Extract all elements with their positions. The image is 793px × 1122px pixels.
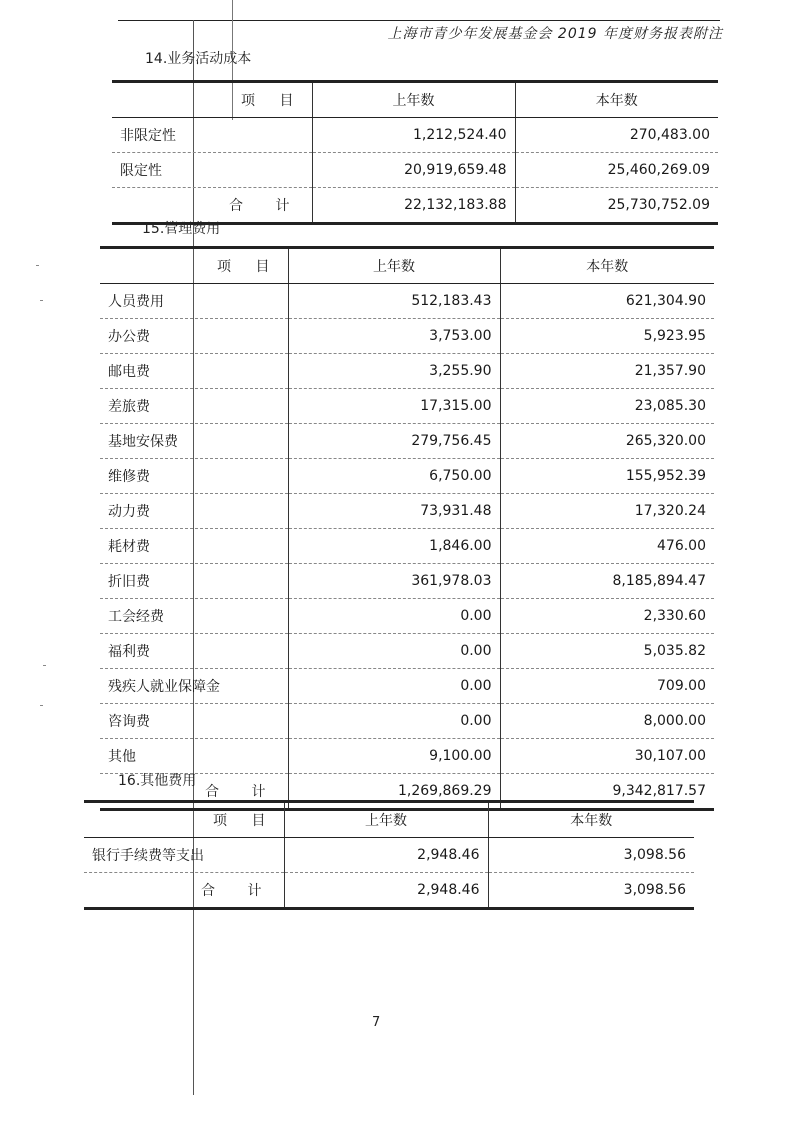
table-row (112, 153, 718, 188)
current-year-value: 8,185,894.47 (500, 564, 714, 599)
current-year-value: 621,304.90 (500, 284, 714, 319)
item-label: 合 计 (112, 188, 312, 224)
item-label: 其他 (100, 739, 288, 774)
item-label: 办公费 (100, 319, 288, 354)
previous-year-value: 1,269,869.29 (288, 774, 500, 810)
item-label: 非限定性 (112, 118, 312, 153)
item-label: 维修费 (100, 459, 288, 494)
table-row (100, 669, 714, 704)
column-header-item: 项 目 (112, 82, 312, 118)
current-year-value: 3,098.56 (488, 838, 694, 873)
table-row (100, 424, 714, 459)
previous-year-value: 3,753.00 (288, 319, 500, 354)
scan-mark (40, 300, 43, 301)
table-row (100, 599, 714, 634)
header-rule (118, 20, 720, 21)
column-header-curr: 本年数 (488, 802, 694, 838)
column-header-curr: 本年数 (500, 248, 714, 284)
current-year-value: 17,320.24 (500, 494, 714, 529)
scan-mark (36, 265, 39, 266)
table-row (112, 118, 718, 153)
previous-year-value: 0.00 (288, 669, 500, 704)
item-label: 动力费 (100, 494, 288, 529)
item-label: 人员费用 (100, 284, 288, 319)
column-header-item: 项 目 (100, 248, 288, 284)
current-year-value: 3,098.56 (488, 873, 694, 909)
table-header-row (84, 802, 694, 838)
scan-mark (40, 705, 43, 706)
table-row (100, 634, 714, 669)
current-year-value: 270,483.00 (515, 118, 718, 153)
item-label: 邮电费 (100, 354, 288, 389)
current-year-value: 25,460,269.09 (515, 153, 718, 188)
current-year-value: 265,320.00 (500, 424, 714, 459)
current-year-value: 5,035.82 (500, 634, 714, 669)
table-row (100, 284, 714, 319)
section-title: 16.其他费用 (118, 773, 197, 789)
item-label: 基地安保费 (100, 424, 288, 459)
current-year-value: 30,107.00 (500, 739, 714, 774)
previous-year-value: 2,948.46 (284, 838, 488, 873)
column-header-prev: 上年数 (312, 82, 515, 118)
table-row (100, 459, 714, 494)
current-year-value: 476.00 (500, 529, 714, 564)
item-label: 差旅费 (100, 389, 288, 424)
current-year-value: 155,952.39 (500, 459, 714, 494)
table-row (100, 564, 714, 599)
activity-cost-table (112, 80, 718, 225)
table-row (100, 529, 714, 564)
other-expense-table (84, 800, 694, 910)
previous-year-value: 512,183.43 (288, 284, 500, 319)
item-label: 残疾人就业保障金 (100, 669, 288, 704)
column-header-item: 项 目 (84, 802, 284, 838)
current-year-value: 23,085.30 (500, 389, 714, 424)
item-label: 合 计 (84, 873, 284, 909)
item-label: 折旧费 (100, 564, 288, 599)
section-title: 15.管理费用 (142, 221, 221, 237)
item-label: 耗材费 (100, 529, 288, 564)
column-header-prev: 上年数 (288, 248, 500, 284)
table-row (100, 319, 714, 354)
table-row (100, 739, 714, 774)
current-year-value: 9,342,817.57 (500, 774, 714, 810)
previous-year-value: 3,255.90 (288, 354, 500, 389)
previous-year-value: 73,931.48 (288, 494, 500, 529)
previous-year-value: 279,756.45 (288, 424, 500, 459)
previous-year-value: 0.00 (288, 599, 500, 634)
current-year-value: 8,000.00 (500, 704, 714, 739)
current-year-value: 5,923.95 (500, 319, 714, 354)
previous-year-value: 9,100.00 (288, 739, 500, 774)
previous-year-value: 1,212,524.40 (312, 118, 515, 153)
admin-expense-table (100, 246, 714, 811)
previous-year-value: 22,132,183.88 (312, 188, 515, 224)
table-header-row (100, 248, 714, 284)
previous-year-value: 6,750.00 (288, 459, 500, 494)
table-header-row (112, 82, 718, 118)
previous-year-value: 17,315.00 (288, 389, 500, 424)
item-label: 限定性 (112, 153, 312, 188)
item-label: 工会经费 (100, 599, 288, 634)
table-total-row (84, 873, 694, 909)
item-label: 福利费 (100, 634, 288, 669)
previous-year-value: 1,846.00 (288, 529, 500, 564)
previous-year-value: 361,978.03 (288, 564, 500, 599)
previous-year-value: 0.00 (288, 634, 500, 669)
table-row (100, 494, 714, 529)
table-row (100, 354, 714, 389)
scan-mark (43, 665, 46, 666)
table-row (100, 704, 714, 739)
current-year-value: 21,357.90 (500, 354, 714, 389)
table-row (84, 838, 694, 873)
item-label: 银行手续费等支出 (84, 838, 284, 873)
page-number: 7 (372, 1015, 381, 1030)
table-row (100, 389, 714, 424)
current-year-value: 25,730,752.09 (515, 188, 718, 224)
section-title: 14.业务活动成本 (145, 51, 252, 67)
current-year-value: 709.00 (500, 669, 714, 704)
previous-year-value: 0.00 (288, 704, 500, 739)
column-header-curr: 本年数 (515, 82, 718, 118)
item-label: 合 计 (100, 774, 288, 810)
current-year-value: 2,330.60 (500, 599, 714, 634)
header-title: 上海市青少年发展基金会 2019 年度财务报表附注 (387, 26, 723, 42)
column-header-prev: 上年数 (284, 802, 488, 838)
previous-year-value: 2,948.46 (284, 873, 488, 909)
item-label: 咨询费 (100, 704, 288, 739)
previous-year-value: 20,919,659.48 (312, 153, 515, 188)
